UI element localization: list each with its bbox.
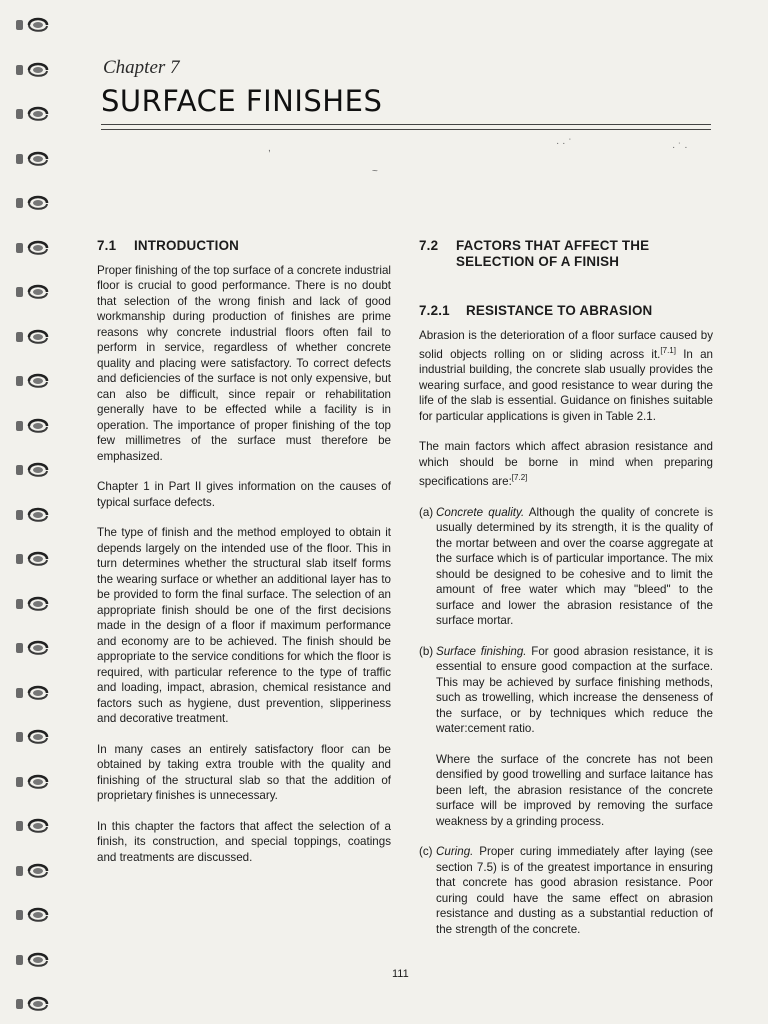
binding-hole <box>16 732 23 742</box>
binding-ring <box>26 59 50 81</box>
binding-hole <box>16 821 23 831</box>
binding-ring <box>26 548 50 570</box>
binding-hole <box>16 866 23 876</box>
binding-ring <box>26 103 50 125</box>
binding-hole <box>16 688 23 698</box>
binding-hole <box>16 198 23 208</box>
abrasion-text-a: Abrasion is the deterioration of a floor surface caused by solid objects rolling on or sliding across it. <box>419 328 713 361</box>
binding-ring <box>26 771 50 793</box>
binding-ring <box>26 726 50 748</box>
section-heading-factors <box>419 238 713 269</box>
binding-ring <box>26 192 50 214</box>
binding-hole <box>16 376 23 386</box>
binding-ring <box>26 993 50 1015</box>
binding-hole <box>16 999 23 1009</box>
abrasion-paragraph-2 <box>419 439 713 489</box>
subsection-title: RESISTANCE TO ABRASION <box>466 303 653 318</box>
binding-ring <box>26 14 50 36</box>
scan-speck: ~ <box>372 166 378 177</box>
binding-hole <box>16 777 23 787</box>
subsection-heading-abrasion <box>419 303 713 319</box>
list-item-term: Concrete quality. <box>436 505 525 519</box>
binding-ring <box>26 593 50 615</box>
binding-ring <box>26 860 50 882</box>
binding-ring <box>26 682 50 704</box>
section-number: 7.2 <box>419 238 439 253</box>
right-column <box>419 238 713 937</box>
spiral-binding <box>0 0 64 1024</box>
binding-ring <box>26 148 50 170</box>
binding-hole <box>16 332 23 342</box>
intro-paragraph-1: Proper finishing of the top surface of a concrete industrial floor is crucial to good performance. There is no doubt that selection of the wrong finish and lack of good workmanship during production of finishes are prime reasons why concrete industrial floors often fail to perform in service, regardless of whether concrete quality and placing were satisfactory. To correct defects and deficiencies of the surface is not only expensive, but can also be difficult, since repair or rehabilitation generally have to be effected while a facility is in operation. The importance of proper finishing of the top few millimetres of the surface must therefore be emphasized. <box>97 263 391 463</box>
binding-ring <box>26 459 50 481</box>
list-item-b <box>419 644 713 737</box>
list-item-text: Although the quality of concrete is usually determined by its strength, it is the quality of the mortar between and over the coarse aggregate at the surface which is of particular importance. The mix should be designed to be cohesive and to limit the amount of free water which may "bleed" to the surface and lower the abrasion resistance of the surface mortar. <box>436 505 713 628</box>
page-number: 111 <box>392 968 409 980</box>
section-number: 7.1 <box>97 238 117 253</box>
chapter-label: Chapter 7 <box>103 57 180 78</box>
binding-hole <box>16 20 23 30</box>
scan-speck: · ˙ · <box>672 142 688 153</box>
intro-paragraph-4: In many cases an entirely satisfactory floor can be obtained by taking extra trouble with the quality and finishing of the structural slab so that the addition of proprietary finishes is unnecessary. <box>97 742 391 802</box>
binding-ring <box>26 237 50 259</box>
reference-7-2: [7.2] <box>511 473 528 483</box>
binding-hole <box>16 910 23 920</box>
list-item-text: Proper curing immediately after laying (see section 7.5) is of the greatest importance in ensuring that concrete has good abrasion resistance. Poor curing could have the same effect on abrasion resistance and dusting as a substantial reduction of the strength of the concrete. <box>436 845 713 936</box>
binding-hole <box>16 510 23 520</box>
scan-speck: , <box>268 143 271 154</box>
binding-ring <box>26 281 50 303</box>
section-title-line-2: SELECTION OF A FINISH <box>456 253 620 269</box>
binding-ring <box>26 370 50 392</box>
list-item-label: (c) <box>419 845 433 859</box>
binding-hole <box>16 599 23 609</box>
section-title-line-1: FACTORS THAT AFFECT THE <box>456 238 650 253</box>
section-title <box>456 238 649 269</box>
section-title: INTRODUCTION <box>134 238 240 253</box>
scan-speck: · · ˈ <box>556 138 572 149</box>
binding-ring <box>26 326 50 348</box>
list-item-b-followup: Where the surface of the concrete has not been densified by good trowelling and surface laitance has been left, the abrasion resistance of the concrete surface will be improved by removing the surface weakness by a grinding process. <box>436 752 713 828</box>
binding-hole <box>16 243 23 253</box>
abrasion-factors-intro: The main factors which affect abrasion resistance and which should be borne in mind when preparing specifications are: <box>419 440 713 489</box>
section-heading-intro <box>97 238 391 254</box>
left-column <box>97 238 391 865</box>
list-item-a <box>419 505 713 629</box>
binding-hole <box>16 154 23 164</box>
intro-paragraph-2: Chapter 1 in Part II gives information on the causes of typical surface defects. <box>97 480 391 509</box>
subsection-number: 7.2.1 <box>419 303 450 318</box>
binding-ring <box>26 504 50 526</box>
list-item-c <box>419 844 713 937</box>
binding-ring <box>26 904 50 926</box>
binding-hole <box>16 65 23 75</box>
intro-paragraph-3: The type of finish and the method employed to obtain it depends largely on the intended use of the floor. This in turn determines whether the structural slab itself forms the wearing surface or whether an additional layer has to be provided to form the final surface. The selection of an appropriate finish should be one of the first decisions made in the design of a floor if maximum performance and economy are to be achieved. The finish should be appropriate to the service conditions for which the floor is required, with particular reference to the type of traffic and loading, impact, abrasion, chemical resistance and factors such as hygiene, dust prevention, slipperiness and decorative treatment. <box>97 526 391 725</box>
reference-7-1: [7.1] <box>660 346 676 355</box>
binding-ring <box>26 415 50 437</box>
abrasion-text-b: In an industrial building, the concrete slab usually provides the wearing surface, and good resistance to wear during the life of the slab is essential. Guidance on finishes suitable for particular applications is given in Table 2.1. <box>419 347 714 423</box>
title-rule-top <box>101 124 711 125</box>
binding-ring <box>26 637 50 659</box>
binding-hole <box>16 955 23 965</box>
intro-paragraph-5: In this chapter the factors that affect the selection of a finish, its construction, and special toppings, coatings and treatments are discussed. <box>97 819 391 864</box>
list-item-label: (b) <box>419 644 434 658</box>
binding-ring <box>26 815 50 837</box>
list-item-label: (a) <box>419 505 434 519</box>
list-item-term: Surface finishing. <box>436 644 527 658</box>
binding-hole <box>16 643 23 653</box>
chapter-title: SURFACE FINISHES <box>101 84 383 118</box>
binding-ring <box>26 949 50 971</box>
list-item-text: For good abrasion resistance, it is essential to ensure good compaction at the surface. This may be achieved by surface finishing methods, such as trowelling, which increase the denseness of the surface, or by techniques which reduce the water:cement ratio. <box>436 644 713 736</box>
binding-hole <box>16 109 23 119</box>
title-rule-bottom <box>101 129 711 130</box>
binding-hole <box>16 554 23 564</box>
binding-hole <box>16 421 23 431</box>
list-item-term: Curing. <box>436 845 474 859</box>
abrasion-paragraph-1 <box>419 328 713 425</box>
binding-hole <box>16 287 23 297</box>
binding-hole <box>16 465 23 475</box>
